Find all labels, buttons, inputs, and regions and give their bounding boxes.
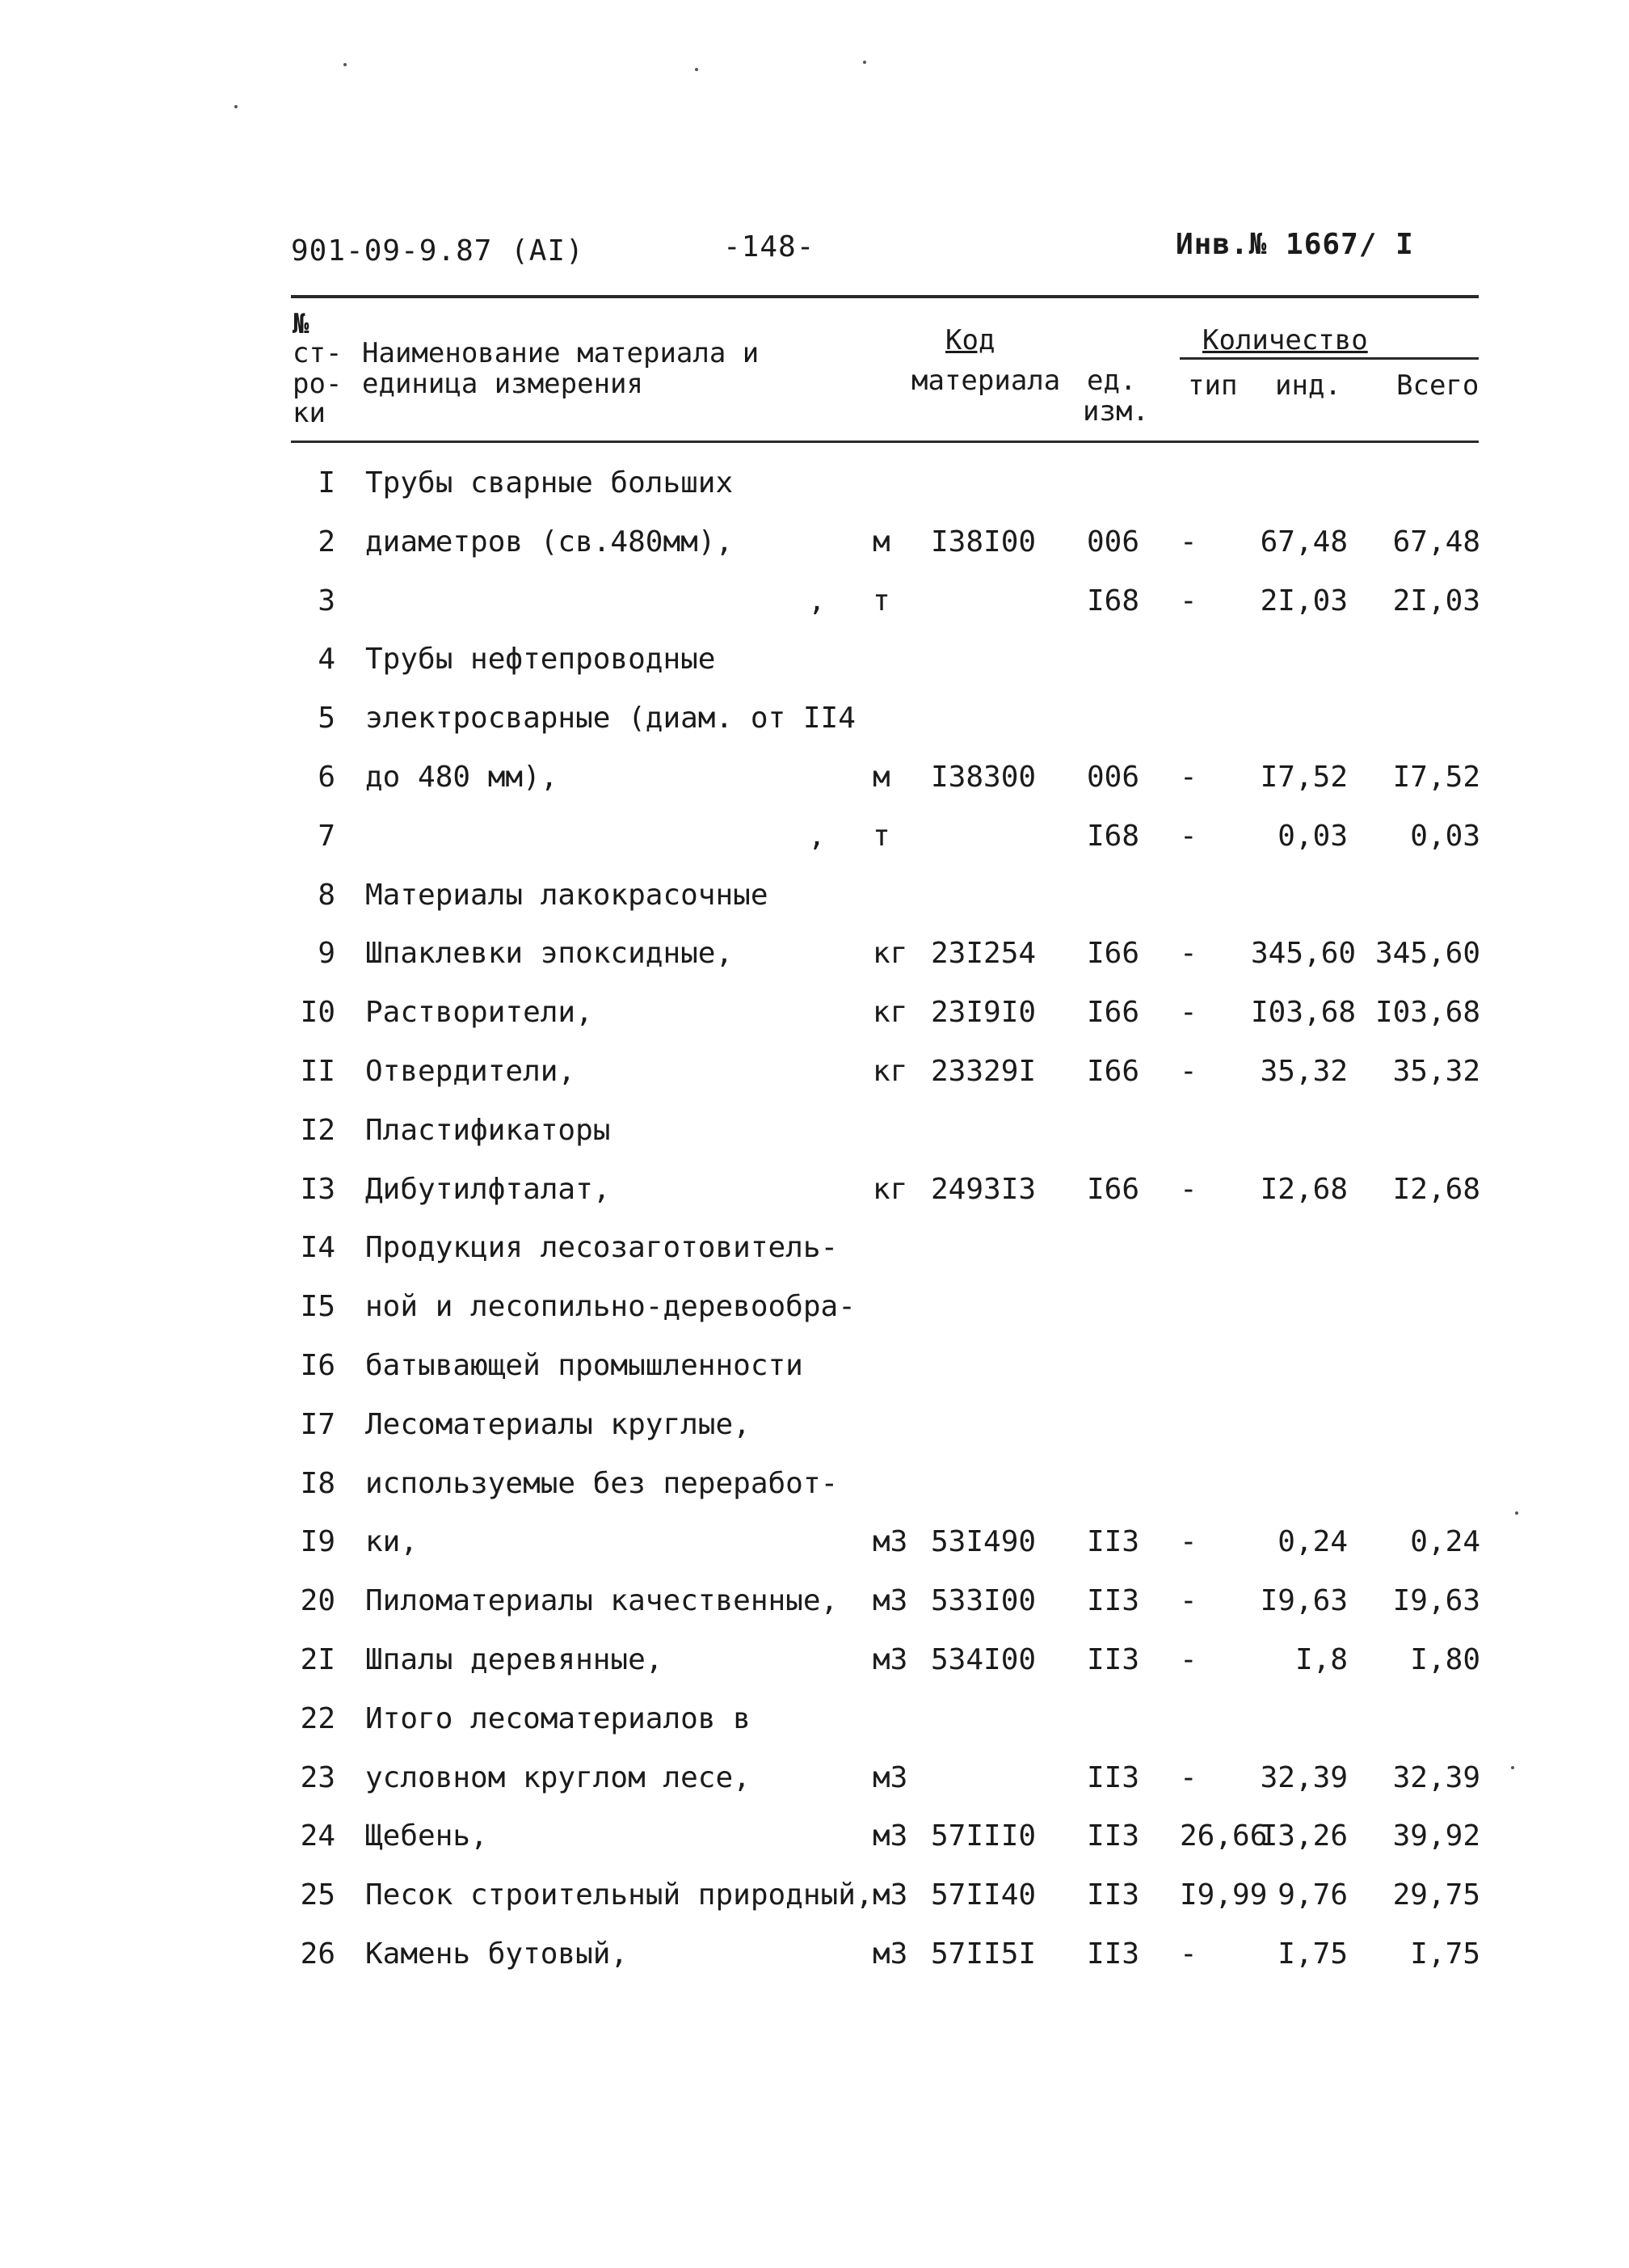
row-name: Камень бутовый,: [365, 1937, 629, 1971]
table-row: [0, 1879, 1629, 1937]
row-number: 3: [318, 584, 335, 618]
col-no-l3: ро-: [293, 368, 343, 400]
row-material-code: 533I00: [931, 1584, 1037, 1618]
table-row: [0, 1644, 1629, 1702]
row-qty-total: 29,75: [1392, 1878, 1480, 1912]
document-code: 901-09-9.87 (АI): [291, 234, 584, 268]
row-qty-tip: -: [1180, 1172, 1198, 1206]
row-material-code: I38300: [931, 761, 1037, 794]
row-unit-code: II3: [1087, 1937, 1140, 1971]
row-name: Лесоматериалы круглые,: [365, 1407, 751, 1441]
table-row: [0, 1468, 1629, 1526]
row-qty-tip: -: [1180, 1937, 1198, 1971]
table-row: [0, 702, 1629, 761]
row-name: Трубы нефтепроводные: [365, 643, 716, 677]
table-row: [0, 938, 1629, 996]
col-no-l4: ки: [293, 397, 326, 429]
row-name: Отвердители,: [365, 1055, 576, 1088]
row-unit: м3: [873, 1878, 908, 1912]
row-name: до 480 мм),: [365, 761, 558, 794]
row-unit: м3: [873, 1760, 908, 1794]
row-qty-ind: 35,32: [1260, 1055, 1348, 1088]
row-qty-tip: -: [1180, 525, 1198, 559]
row-qty-total: 0,03: [1410, 819, 1480, 853]
row-name: Дибутилфталат,: [365, 1172, 611, 1206]
col-qty-total: Всего: [1396, 369, 1480, 402]
row-material-code: I38I00: [931, 525, 1037, 559]
row-number: 8: [318, 878, 335, 912]
row-qty-total: I9,63: [1392, 1584, 1480, 1618]
table-row: [0, 1938, 1629, 1996]
table-row: [0, 1350, 1629, 1408]
row-number: I3: [300, 1172, 335, 1206]
row-number: 24: [300, 1819, 335, 1853]
row-qty-tip: I9,99: [1180, 1878, 1268, 1912]
row-name: диаметров (св.480мм),: [365, 525, 734, 559]
row-name: Шпаклевки эпоксидные,: [365, 937, 734, 971]
scan-speck: [1511, 1766, 1514, 1769]
row-name: ,: [808, 584, 826, 618]
row-number: I4: [300, 1231, 335, 1265]
row-qty-tip: -: [1180, 1525, 1198, 1559]
row-name: Итого лесоматериалов в: [365, 1701, 751, 1735]
row-unit: кг: [873, 996, 908, 1030]
col-no-l1: №: [293, 308, 309, 340]
row-unit: т: [873, 584, 890, 618]
row-material-code: 57II5I: [931, 1937, 1037, 1971]
row-number: 2: [318, 525, 335, 559]
row-number: I5: [300, 1290, 335, 1324]
scan-speck: [234, 105, 238, 108]
row-unit-code: I66: [1087, 937, 1140, 971]
table-row: [0, 820, 1629, 879]
row-material-code: 23329I: [931, 1055, 1037, 1088]
table-header-rule: [291, 441, 1479, 443]
table-row: [0, 761, 1629, 820]
table-row: [0, 879, 1629, 938]
row-qty-total: 32,39: [1392, 1760, 1480, 1794]
table-row: [0, 1056, 1629, 1114]
row-material-code: 57II40: [931, 1878, 1037, 1912]
row-qty-ind: 67,48: [1260, 525, 1348, 559]
col-code-unit-l1: ед.: [1087, 365, 1137, 397]
row-qty-total: 0,24: [1410, 1525, 1480, 1559]
table-row: [0, 1585, 1629, 1643]
row-qty-tip: -: [1180, 937, 1198, 971]
row-name: Трубы сварные больших: [365, 466, 734, 500]
table-row: [0, 1409, 1629, 1467]
table-row: [0, 526, 1629, 584]
row-name: Пиломатериалы качественные,: [365, 1584, 839, 1618]
row-qty-total: I,80: [1410, 1643, 1480, 1676]
row-name: Пластификаторы: [365, 1113, 611, 1147]
row-qty-tip: -: [1180, 761, 1198, 794]
row-qty-tip: -: [1180, 1760, 1198, 1794]
row-unit: т: [873, 819, 890, 853]
row-unit-code: II3: [1087, 1643, 1140, 1676]
col-no-l2: ст-: [293, 337, 343, 369]
row-number: 25: [300, 1878, 335, 1912]
row-name: Растворители,: [365, 996, 593, 1030]
row-unit-code: I66: [1087, 996, 1140, 1030]
row-qty-ind: I,75: [1278, 1937, 1348, 1971]
row-number: 6: [318, 761, 335, 794]
row-qty-tip: -: [1180, 584, 1198, 618]
row-number: 20: [300, 1584, 335, 1618]
row-unit: кг: [873, 937, 908, 971]
row-material-code: 534I00: [931, 1643, 1037, 1676]
table-row: [0, 1820, 1629, 1878]
row-qty-tip: -: [1180, 996, 1198, 1030]
row-qty-total: 67,48: [1392, 525, 1480, 559]
qty-group-rule: [1180, 357, 1479, 360]
row-unit: м: [873, 525, 890, 559]
row-number: 23: [300, 1760, 335, 1794]
row-unit: кг: [873, 1172, 908, 1206]
row-unit: м3: [873, 1643, 908, 1676]
row-name: условном круглом лесе,: [365, 1760, 751, 1794]
row-name: ки,: [365, 1525, 419, 1559]
row-material-code: 23I254: [931, 937, 1037, 971]
row-qty-total: I03,68: [1374, 996, 1480, 1030]
col-qty-group: Количество: [1202, 324, 1368, 356]
row-name: электросварные (диам. от II4: [365, 702, 856, 736]
row-qty-tip: -: [1180, 819, 1198, 853]
table-row: [0, 643, 1629, 702]
row-unit-code: 006: [1087, 525, 1140, 559]
row-name: ной и лесопильно-деревообра-: [365, 1290, 856, 1324]
row-qty-tip: -: [1180, 1584, 1198, 1618]
row-qty-total: I7,52: [1392, 761, 1480, 794]
row-material-code: 53I490: [931, 1525, 1037, 1559]
row-number: 4: [318, 643, 335, 677]
row-number: 5: [318, 702, 335, 736]
table-row: [0, 1703, 1629, 1761]
row-qty-total: 345,60: [1374, 937, 1480, 971]
row-name: Щебень,: [365, 1819, 488, 1853]
row-qty-ind: I7,52: [1260, 761, 1348, 794]
scan-speck: [1515, 1511, 1518, 1515]
row-qty-tip: -: [1180, 1643, 1198, 1676]
col-qty-tip: тип: [1188, 369, 1238, 402]
row-unit: м3: [873, 1819, 908, 1853]
row-number: I6: [300, 1349, 335, 1382]
row-name: Шпалы деревянные,: [365, 1643, 663, 1676]
row-unit: м: [873, 761, 890, 794]
col-name-l2: единица измерения: [362, 368, 643, 400]
row-name: батывающей промышленности: [365, 1349, 803, 1382]
row-qty-total: 39,92: [1392, 1819, 1480, 1853]
row-qty-ind: 0,24: [1278, 1525, 1348, 1559]
row-qty-total: 2I,03: [1392, 584, 1480, 618]
row-qty-ind: 0,03: [1278, 819, 1348, 853]
table-row: [0, 585, 1629, 643]
col-code-unit-l2: изм.: [1083, 395, 1149, 428]
row-unit-code: I66: [1087, 1172, 1140, 1206]
row-qty-ind: 2I,03: [1260, 584, 1348, 618]
row-number: I: [318, 466, 335, 500]
table-row: [0, 1174, 1629, 1232]
table-row: [0, 1291, 1629, 1349]
scan-speck: [695, 68, 698, 71]
row-unit: м3: [873, 1525, 908, 1559]
row-unit-code: I66: [1087, 1055, 1140, 1088]
row-unit-code: I68: [1087, 584, 1140, 618]
row-unit-code: II3: [1087, 1819, 1140, 1853]
col-name-l1: Наименование материала и: [362, 337, 760, 369]
row-unit: м3: [873, 1584, 908, 1618]
row-number: 22: [300, 1701, 335, 1735]
row-qty-ind: 32,39: [1260, 1760, 1348, 1794]
scan-speck: [863, 61, 866, 64]
table-row: [0, 1232, 1629, 1290]
row-name: ,: [808, 819, 826, 853]
row-unit-code: II3: [1087, 1584, 1140, 1618]
row-number: I8: [300, 1466, 335, 1500]
row-number: I0: [300, 996, 335, 1030]
row-number: 26: [300, 1937, 335, 1971]
table-row: [0, 1115, 1629, 1173]
row-qty-ind: I9,63: [1260, 1584, 1348, 1618]
row-number: II: [300, 1055, 335, 1088]
row-material-code: 2493I3: [931, 1172, 1037, 1206]
row-qty-ind: 345,60: [1251, 937, 1357, 971]
table-row: [0, 1526, 1629, 1584]
row-material-code: 23I9I0: [931, 996, 1037, 1030]
row-qty-ind: I3,26: [1260, 1819, 1348, 1853]
inventory-number: Инв.№ 1667/ I: [1176, 228, 1414, 261]
row-number: I9: [300, 1525, 335, 1559]
row-number: 7: [318, 819, 335, 853]
scan-speck: [343, 63, 347, 66]
row-name: используемые без переработ-: [365, 1466, 839, 1500]
row-unit-code: II3: [1087, 1525, 1140, 1559]
row-name: Песок строительный природный,: [365, 1878, 873, 1912]
row-qty-ind: I03,68: [1251, 996, 1357, 1030]
col-code-group: Код: [945, 324, 996, 356]
col-qty-ind: инд.: [1275, 369, 1341, 402]
row-unit: кг: [873, 1055, 908, 1088]
row-qty-ind: 9,76: [1278, 1878, 1348, 1912]
page-number: -148-: [723, 230, 815, 263]
col-code-material: материала: [911, 365, 1061, 397]
row-number: I7: [300, 1407, 335, 1441]
row-unit-code: II3: [1087, 1760, 1140, 1794]
row-qty-total: I,75: [1410, 1937, 1480, 1971]
row-unit-code: 006: [1087, 761, 1140, 794]
row-name: Продукция лесозаготовитель-: [365, 1231, 839, 1265]
row-unit-code: II3: [1087, 1878, 1140, 1912]
row-qty-ind: I2,68: [1260, 1172, 1348, 1206]
row-material-code: 57III0: [931, 1819, 1037, 1853]
row-number: 9: [318, 937, 335, 971]
table-row: [0, 1762, 1629, 1820]
row-qty-tip: 26,66: [1180, 1819, 1268, 1853]
row-number: 2I: [300, 1643, 335, 1676]
table-row: [0, 997, 1629, 1055]
row-number: I2: [300, 1113, 335, 1147]
table-top-rule: [291, 295, 1479, 298]
row-qty-ind: I,8: [1294, 1643, 1348, 1676]
row-unit-code: I68: [1087, 819, 1140, 853]
row-name: Материалы лакокрасочные: [365, 878, 768, 912]
row-qty-total: 35,32: [1392, 1055, 1480, 1088]
row-qty-tip: -: [1180, 1055, 1198, 1088]
table-row: [0, 467, 1629, 525]
row-qty-total: I2,68: [1392, 1172, 1480, 1206]
row-unit: м3: [873, 1937, 908, 1971]
